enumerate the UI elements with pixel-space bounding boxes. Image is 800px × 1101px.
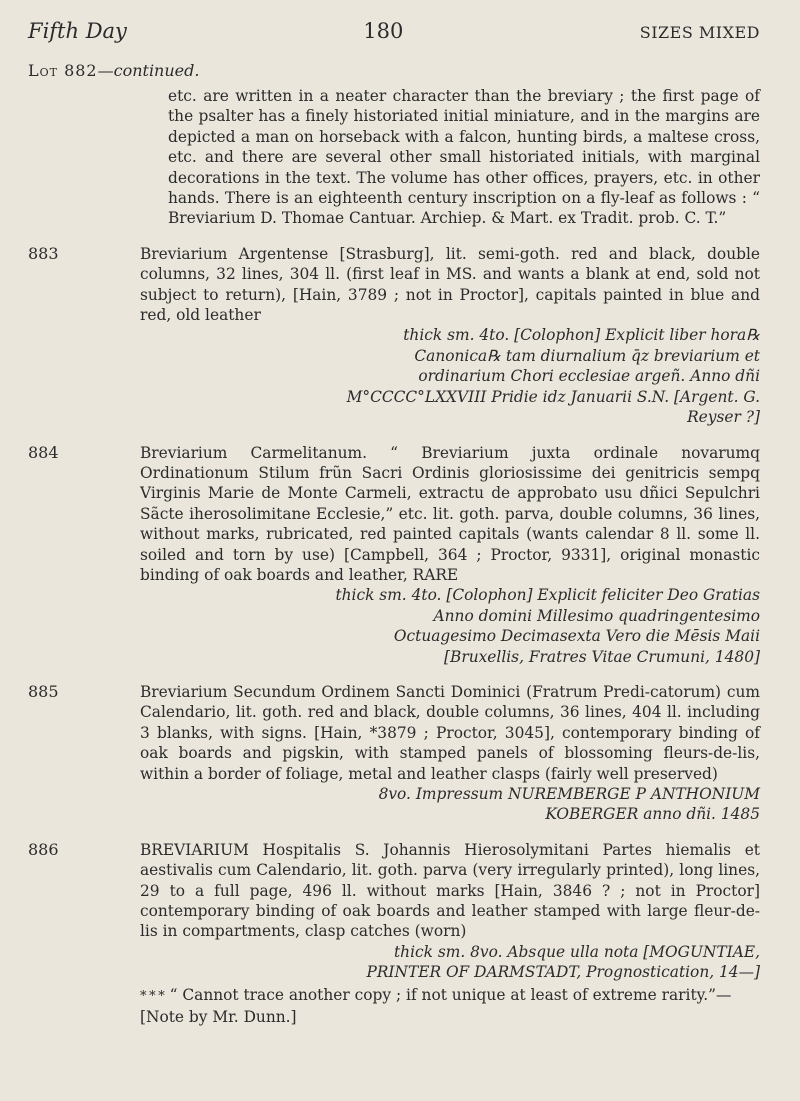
- lot-colophon: thick sm. 8vo. Absque ulla nota [MOGUNTIAE, PRINTER OF DARMSTADT, Prognostication, 14—]: [366, 942, 760, 982]
- continued-label: —continued.: [97, 61, 200, 80]
- continued-lot-label: Lot 882: [28, 61, 98, 80]
- lot-note: [140, 985, 760, 1028]
- running-head: [28, 18, 760, 46]
- lot-colophon: thick sm. 4to. [Colophon] Explicit liber hora℞ Canonica℞ tam diurnalium q̄z breviarium et ordinarium Chori ecclesiae argeñ. Anno dñi M°CCCC°LXXVIII Pridie idz Januarii S.N. [Argent. G. Reyser ?]: [346, 326, 760, 427]
- lot-colophon: thick sm. 4to. [Colophon] Explicit feliciter Deo Gratias Anno domini Millesimo quadringentesimo Octuagesimo Decimasexta Vero die Mēsis Maii [Bruxellis, Fratres Vitae Crumuni, 1480]: [335, 586, 760, 666]
- lot-number: 885: [28, 681, 59, 701]
- day-heading: Fifth Day: [28, 19, 127, 43]
- lot-colophon: 8vo. Impressum NUREMBERGE P ANTHONIUM KOBERGER anno dñi. 1485: [378, 785, 760, 824]
- lot-number: 884: [28, 442, 59, 462]
- lot-number: 883: [28, 243, 59, 263]
- section-heading: SIZES MIXED: [639, 23, 760, 42]
- continued-text: etc. are written in a neater character than the breviary ; the first page of the psalter has a finely historiated initial miniature, and in the margins are depicted a man on horseback with a falcon, hunting birds, a maltese cross, etc. and there are several other small historiated initials, with marginal decorations in the text. The volume has other offices, prayers, etc. in other hands. There is an eighteenth century inscription on a fly-leaf as follows : “ Breviarium D. Thomae Cantuar. Archiep. & Mart. ex Tradit. prob. C. T.”: [168, 87, 760, 228]
- lot-note-text: “ Cannot trace another copy ; if not unique at least of extreme rarity.”—[Note by Mr. Dunn.]: [140, 985, 732, 1027]
- lot-entry-885: [28, 682, 760, 825]
- lot-description: Breviarium Carmelitanum. “ Breviarium juxta ordinale novarumq Ordinationum Stilum frũn Sacri Ordinis gloriosissime dei genitricis sempq Virginis Marie de Monte Carmeli, extractu de approbato usu dñici Sepulchri Sãcte iherosolimitane Ecclesie,” etc. lit. goth. parva, double columns, 36 lines, without marks, rubricated, red painted capitals (wants calendar 8 ll. some ll. soiled and torn by use) [Campbell, 364 ; Proctor, 9331], original monastic binding of oak boards and leather, RARE: [140, 443, 760, 584]
- lot-description: Breviarium Argentense [Strasburg], lit. semi-goth. red and black, double columns, 32 lines, 304 ll. (first leaf in MS. and wants a blank at end, sold not subject to return), [Hain, 3789 ; not in Proctor], capitals painted in blue and red, old leather: [140, 244, 760, 325]
- lot-description: Breviarium Secundum Ordinem Sancti Dominici (Fratrum Predi-catorum) cum Calendario, lit. goth. red and black, double columns, 36 lines, 404 ll. including 3 blanks, with signs. [Hain, *3879 ; Proctor, 3045], contemporary binding of oak boards and pigskin, with stamped panels of blossoming fleurs-de-lis, within a border of foliage, metal and leather clasps (fairly well preserved): [140, 682, 760, 783]
- lot-number: 886: [28, 839, 59, 859]
- lot-entry-886: [28, 840, 760, 1028]
- page-number: 180: [363, 19, 404, 43]
- lot-entry-883: [28, 244, 760, 428]
- lot-entry-884: [28, 443, 760, 667]
- asterism-mark: * * *: [140, 988, 165, 1004]
- continued-heading: [28, 60, 760, 82]
- lot-description: BREVIARIUM Hospitalis S. Johannis Hierosolymitani Partes hiemalis et aestivalis cum Calendario, lit. goth. parva (very irregularly printed), long lines, 29 to a full page, 496 ll. without marks [Hain, 3846 ? ; not in Proctor] contemporary binding of oak boards and leather stamped with large fleur-de-lis in compartments, clasp catches (worn): [140, 840, 760, 941]
